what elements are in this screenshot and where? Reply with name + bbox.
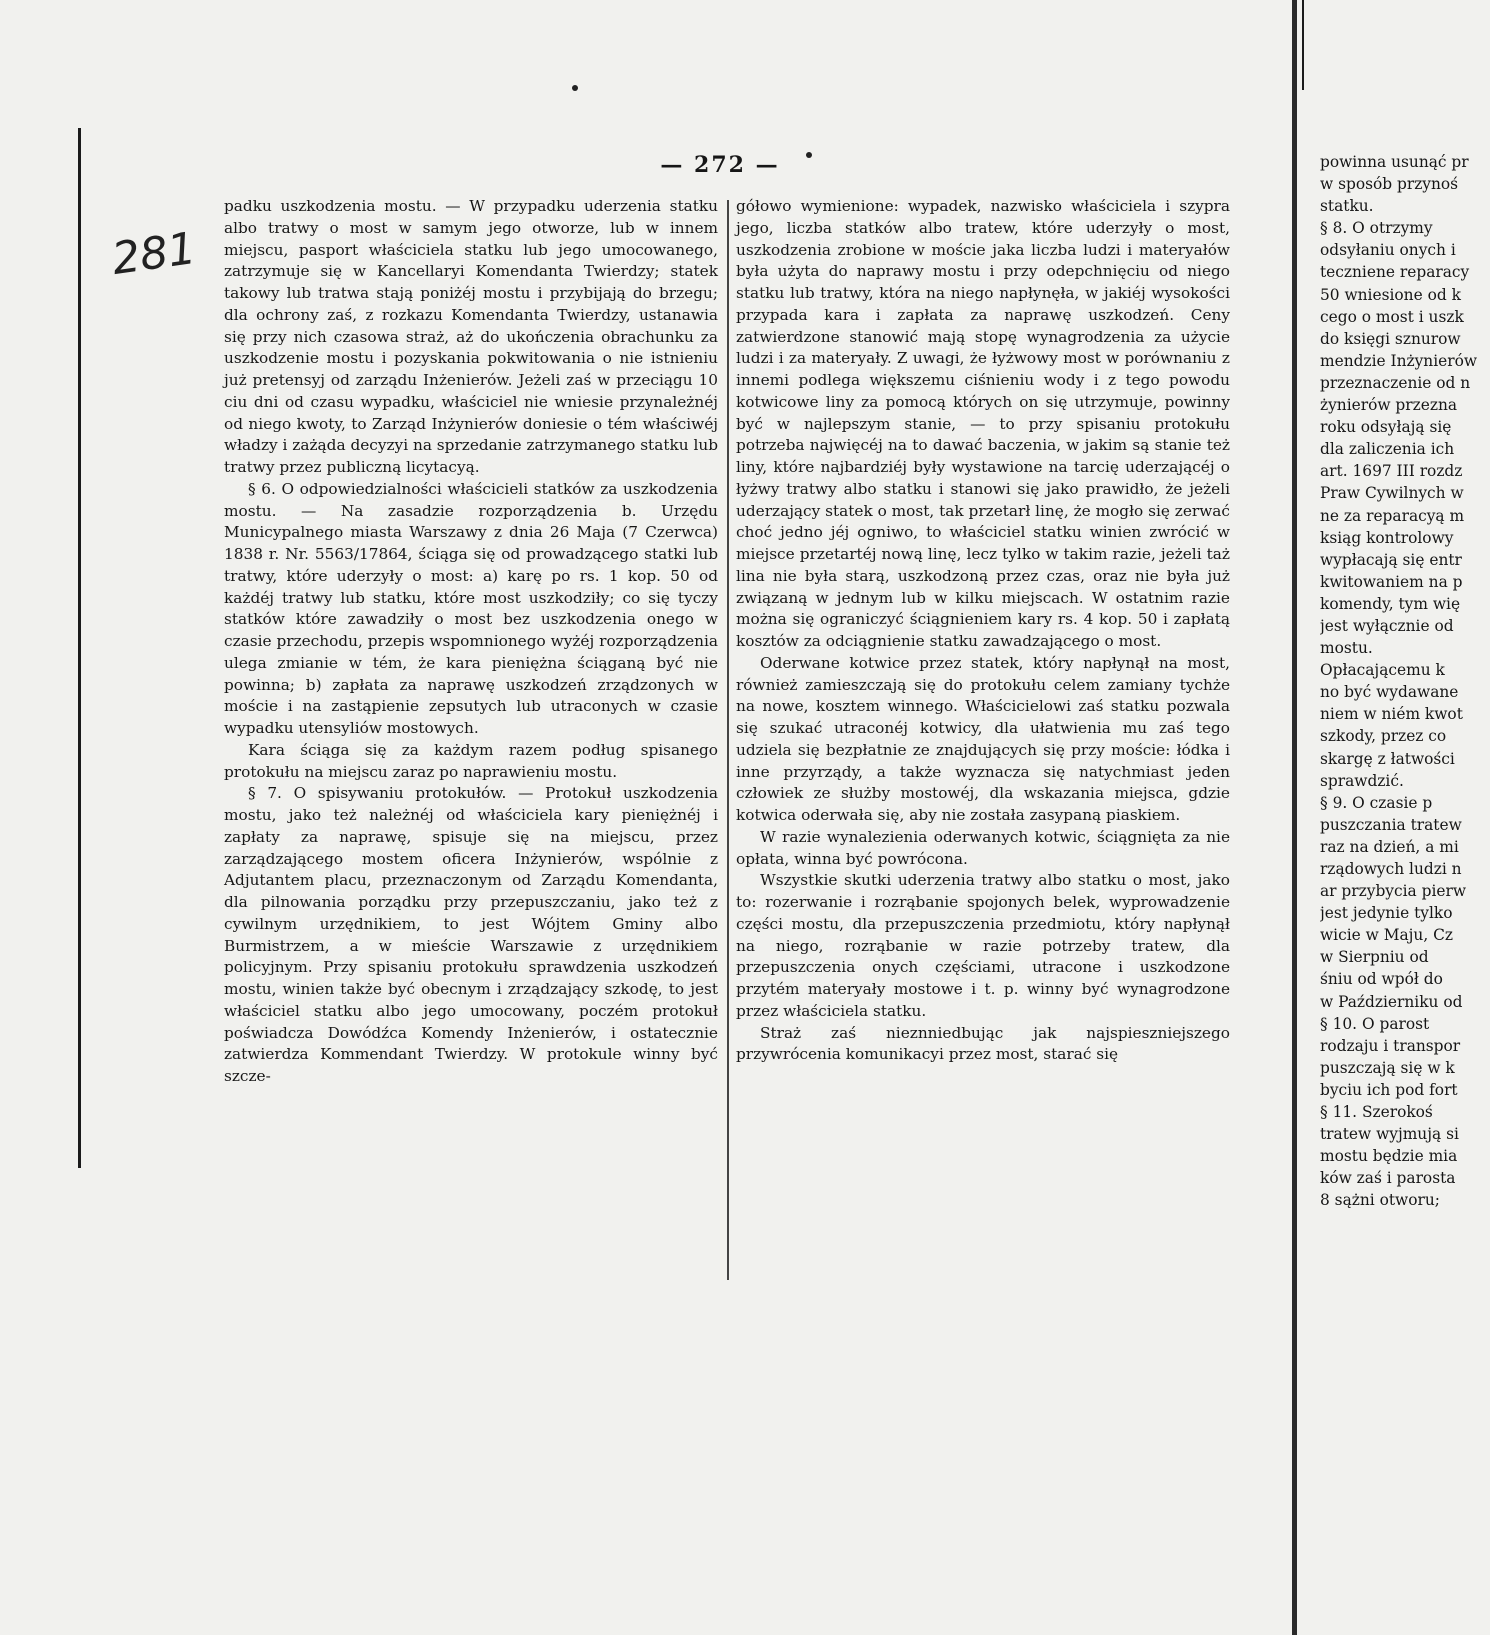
adjacent-page-line: § 8. O otrzymy [1320,219,1433,238]
adjacent-page-line: cego o most i uszk [1320,307,1464,326]
ink-dot [806,152,812,158]
adjacent-page-line: 50 wniesione od k [1320,285,1461,304]
adjacent-page-line: w sposób przynoś [1320,175,1459,194]
adjacent-page-line: byciu ich pod fort [1320,1080,1458,1099]
adjacent-page-line: dla zaliczenia ich [1320,440,1455,459]
adjacent-page-line: powinna usunąć pr [1320,153,1469,171]
adjacent-page-line: mostu będzie mia [1320,1147,1458,1166]
adjacent-page-line: § 11. Szerokoś [1320,1103,1433,1122]
adjacent-page-line: sprawdzić. [1320,771,1404,790]
paragraph: Wszystkie skutki uderzenia tratwy albo statku o most, jako to: rozerwanie i rozrąbanie spojonych belek, wyprowadzenie części mostu, dla przepuszczenia przedmiotu, który napłynął na niego, rozrąbanie w razie potrzeby tratew, dla przepuszczenia onych częściami, utracone i uszkodzone przytém materyały mostowe i t. p. winny być wynagrodzone przez właściciela statku. [736,871,1230,1020]
right-column [736,196,1230,1066]
adjacent-page-line: wypłacają się entr [1320,550,1462,569]
adjacent-page-line: jest wyłącznie od [1320,616,1454,635]
page-fold [1292,0,1297,1635]
paragraph: W razie wynalezienia oderwanych kotwic, ściągnięta za nie opłata, winna być powrócona. [736,827,1230,868]
adjacent-page-line: szkody, przez co [1320,727,1447,746]
left-column [224,196,718,1088]
adjacent-page-line: puszczają się w k [1320,1058,1455,1077]
adjacent-page-line: komendy, tym wię [1320,594,1461,613]
adjacent-page-line: przeznaczenie od n [1320,373,1471,392]
paragraph: gółowo wymienione: wypadek, nazwisko właściciela i szypra jego, liczba statków albo tratew, które uderzyły o most, uszkodzenia zrobione w moście jaka liczba ludzi i materyałów była użyta do naprawy mostu i przy odepchnięciu od niego statku lub tratwy, która na niego napłynęła, w jakiéj wysokości przypada kara i zapłata za naprawę uszkodzeń. Ceny zatwierdzone stanowić mają stopę wynagrodzenia za użycie ludzi i za materyały. Z uwagi, że łyżwowy most w porównaniu z innemi podlega większemu ciśnieniu wody i z tego powodu kotwicowe liny za pomocą których on się utrzymuje, powinny być w najlepszym stanie, — to przy spisaniu protokułu potrzeba najwięcéj na to dawać baczenia, w jakim są stanie też liny, które najbardziéj były wystawione na tarcię uderzającéj o łyżwy tratwy albo statku i stanowi się jako prawidło, że jeżeli uderzający statek o most, tak przetarł linę, że mogło się zerwać choć jedno jéj ogniwo, to właściciel statku winien zwrócić w miejsce przetartéj nową linę, lecz tylko w takim razie, jeżeli taż lina nie była starą, uszkodzoną przez czas, oraz nie była już związaną w jednym lub w kilku miejscach. W ostatnim razie można się ograniczyć ściągnieniem kary rs. 4 kop. 50 i zapłatą kosztów za odciągnienie statku zawadzającego o most. [736,197,1230,650]
page-number: — 272 — [660,152,780,178]
adjacent-page-line: odsyłaniu onych i [1320,241,1456,260]
column-separator [727,200,729,1280]
adjacent-page-line: tratew wyjmują si [1320,1125,1459,1144]
adjacent-page-line: mostu. [1320,639,1373,658]
adjacent-page-line: jest jedynie tylko [1320,904,1453,923]
adjacent-page-line: 8 sążni otworu; [1320,1191,1440,1210]
adjacent-page-line: ar przybycia pierw [1320,882,1467,901]
adjacent-page-line: statku. [1320,197,1374,216]
adjacent-page-line: Praw Cywilnych w [1320,484,1464,503]
page-fold-shadow [1302,0,1304,90]
paragraph: Oderwane kotwice przez statek, który napłynął na most, również zamieszczają się do protokułu celem zamiany tychże na nowe, kosztem winnego. Właścicielowi zaś statku pozwala się szukać utraconéj kotwicy, dla ułatwienia mu zaś tego udziela się bezpłatnie ze znajdujących się przy moście: łódka i inne przyrządy, a także wyznacza się natychmiast jeden człowiek ze służby mostowéj, dla wskazania miejsca, gdzie kotwica oderwała się, aby nie została zasypaną piaskiem. [736,653,1230,824]
adjacent-page-line: w Październiku od [1320,992,1463,1011]
paragraph: Straż zaś nieznniedbując jak najspieszniejszego przywrócenia komunikacyi przez most, starać się [736,1023,1230,1064]
adjacent-page-line: art. 1697 III rozdz [1320,462,1463,481]
adjacent-page-line: raz na dzień, a mi [1320,837,1459,856]
adjacent-page-line: niem w niém kwot [1320,705,1463,724]
adjacent-page-line: rządowych ludzi n [1320,860,1462,878]
margin-note: 281 [108,222,200,286]
adjacent-page-line: Opłacającemu k [1320,661,1445,680]
adjacent-page-line: do księgi sznurow [1320,329,1461,348]
adjacent-page-line: roku odsyłają się [1320,418,1452,437]
adjacent-page-line: wicie w Maju, Cz [1320,926,1453,945]
paragraph: padku uszkodzenia mostu. — W przypadku uderzenia statku albo tratwy o most w samym jego otworze, lub w innem miejscu, pasport właściciela statku lub jego umocowanego, zatrzymuje się w Kancellaryi Komendanta Twierdzy; statek takowy lub tratwa stają poniżéj mostu i przybijają do brzegu; dla ochrony zaś, z rozkazu Komendanta Twierdzy, ustanawia się przy nich czasowa straż, aż do ukończenia obrachunku za uszkodzenie mostu i pozyskania pokwitowania o nie istnieniu już pretensyj od zarządu Inżenierów. Jeżeli zaś w przeciągu 10 ciu dni od czasu wypadku, właściciel nie wniesie przynależnéj od niego kwoty, to Zarząd Inżynierów doniesie o tém właściwéj władzy i zażąda decyzyi na sprzedanie zatrzymanego statku lub tratwy przez publiczną licytacyą. [224,197,718,476]
adjacent-page-line: w Sierpniu od [1320,948,1429,967]
adjacent-page-line: żynierów przezna [1320,396,1458,415]
adjacent-page-line: ksiąg kontrolowy [1320,528,1454,547]
adjacent-page-line: śniu od wpół do [1320,970,1443,989]
adjacent-page-line: teczniene reparacy [1320,263,1470,282]
adjacent-page-line: skargę z łatwości [1320,749,1455,768]
adjacent-page-line: no być wydawane [1320,683,1459,702]
adjacent-page-line: kwitowaniem na p [1320,572,1463,591]
adjacent-page-line: ne za reparacyą m [1320,506,1465,525]
adjacent-page-line: § 9. O czasie p [1320,793,1433,812]
left-margin-mark [78,128,81,1168]
adjacent-page-column [1320,151,1490,1212]
adjacent-page-line: mendzie Inżynierów [1320,351,1478,370]
adjacent-page-line: § 10. O parost [1320,1014,1430,1033]
paragraph: Kara ściąga się za każdym razem podług spisanego protokułu na miejscu zaraz po naprawieniu mostu. [224,740,718,781]
paragraph-section-7: § 7. O spisywaniu protokułów. — Protokuł uszkodzenia mostu, jako też należnéj od właściciela kary pieniężnéj i zapłaty za naprawę, spisuje się na miejscu, przez zarządzającego mostem oficera Inżynierów, wspólnie z Adjutantem placu, przeznaczonym od Zarządu Komendanta, dla pilnowania porządku przy przepuszczaniu, jako też z cywilnym urzędnikiem, to jest Wójtem Gminy albo Burmistrzem, a w mieście Warszawie z urzędnikiem policyjnym. Przy spisaniu protokułu sprawdzenia uszkodzeń mostu, winien także być obecnym i zrządzający szkodę, to jest właściciel statku albo jego umocowany, poczém protokuł poświadcza Dowódźca Komendy Inżenierów, i ostatecznie zatwierdza Kommendant Twierdzy. W protokule winny być szcze- [224,784,718,1085]
ink-dot [572,85,578,91]
adjacent-page-line: puszczania tratew [1320,815,1462,834]
paragraph-section-6: § 6. O odpowiedzialności właścicieli statków za uszkodzenia mostu. — Na zasadzie rozporządzenia b. Urzędu Municypalnego miasta Warszawy z dnia 26 Maja (7 Czerwca) 1838 r. Nr. 5563/17864, ściąga się od prowadzącego statki lub tratwy, które uderzyły o most: a) karę po rs. 1 kop. 50 od każdéj tratwy lub statku, które most uszkodziły; co się tyczy statków które zawadziły o most bez uszkodzenia onego w czasie przechodu, przepis wspomnionego wyżéj rozporządzenia ulega zmianie w tém, że kara pieniężna ściąganą być nie powinna; b) zapłata za naprawę uszkodzeń zrządzonych w moście i na zastąpienie zepsutych lub utraconych w czasie wypadku utensyliów mostowych. [224,479,718,737]
adjacent-page-line: rodzaju i transpor [1320,1036,1461,1055]
adjacent-page-line: ków zaś i parosta [1320,1169,1456,1188]
